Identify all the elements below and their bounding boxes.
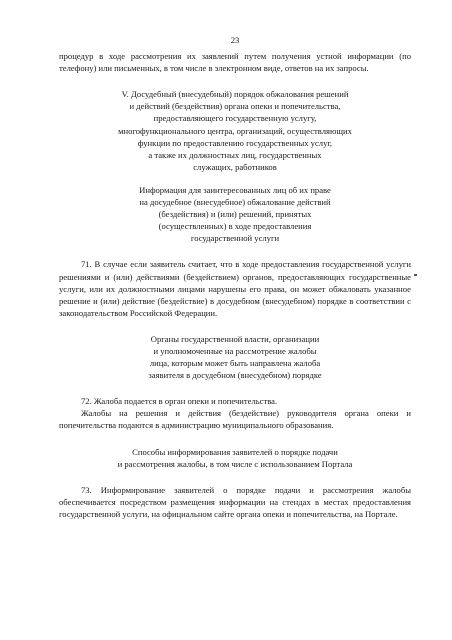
subheading-line: (осуществленных) в ходе предоставления xyxy=(158,221,312,232)
heading-line: V. Досудебный (внесудебный) порядок обжалования решений xyxy=(121,89,349,100)
subheading-methods xyxy=(59,446,411,470)
paragraph-72b: Жалобы на решения и действия (бездействие) руководителя органа опеки и попечительства подаются в администрацию муниципального образования. xyxy=(59,408,411,431)
heading-line: предоставляющего государственную услугу, xyxy=(153,113,317,124)
heading-line: функции по предоставлению государственных услуг, xyxy=(137,137,333,148)
scan-speck xyxy=(414,274,417,276)
page-number: 23 xyxy=(230,35,240,45)
paragraph-72a: 72. Жалоба подается в орган опеки и попечительства. xyxy=(81,396,278,407)
heading-line: и действий (бездействия) органа опеки и попечительства, xyxy=(129,101,341,112)
subheading-line: Способы информирования заявителей о порядке подачи xyxy=(132,446,338,457)
subheading-organs xyxy=(59,333,411,381)
paragraph-71: 71. В случае если заявитель считает, что в ходе предоставления государственной услуги решениями и (или) действиями (бездействием) органов, предоставляющих государственные услуги, или их должностными лицами нарушены его права, он может обжаловать указанное решение и (или) действие (бездействие) в досудебном (внесудебном) порядке в соответствии с законодательством Российской Федерации. xyxy=(59,259,411,318)
heading-line: а также их должностных лиц, государственных xyxy=(148,149,322,160)
paragraph-73: 73. Информирование заявителей о порядке подачи и рассмотрения жалобы обеспечивается посредством размещения информации на стендах в местах предоставления государственной услуги, на официальном сайте органа опеки и попечительства, на Портале. xyxy=(59,484,411,519)
subheading-line: Информация для заинтересованных лиц об их праве xyxy=(139,184,331,195)
heading-line: служащих, работников xyxy=(193,161,277,172)
subheading-line: на досудебное (внесудебное) обжалование действий xyxy=(139,197,331,208)
subheading-line: государственной услуги xyxy=(190,233,280,244)
intro-paragraph: процедур в ходе рассмотрения их заявлений путем получения устной информации (по телефону) или письменных, в том числе в электронном виде, ответов на их запросы. xyxy=(59,51,411,74)
subheading-line: Органы государственной власти, организации xyxy=(150,333,320,344)
subheading-info xyxy=(59,184,411,244)
subheading-line: заявителя в досудебном (внесудебном) порядке xyxy=(148,370,322,381)
heading-line: многофункционального центра, организаций, осуществляющих xyxy=(118,125,352,136)
section-heading-v xyxy=(59,88,411,173)
subheading-line: лица, которым может быть направлена жалоба xyxy=(149,358,321,369)
document-page xyxy=(59,34,411,520)
subheading-line: и рассмотрения жалобы, в том числе с использованием Портала xyxy=(117,458,353,469)
subheading-line: и уполномоченные на рассмотрение жалобы xyxy=(153,345,317,356)
subheading-line: (бездействия) и (или) решений, принятых xyxy=(158,209,312,220)
